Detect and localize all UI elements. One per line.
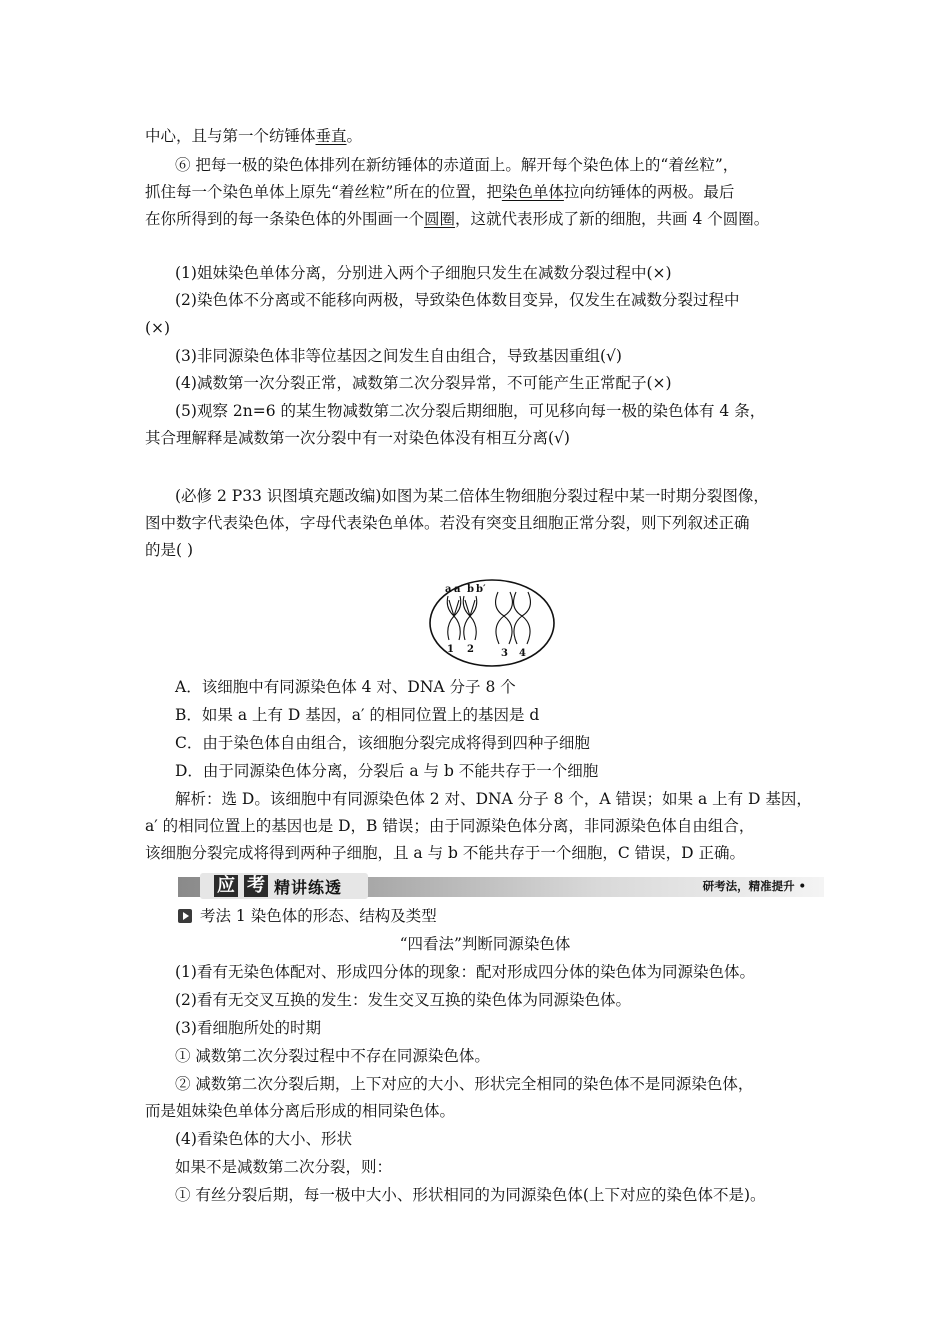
option-c: C．由于染色体自由组合，该细胞分裂完成将得到四种子细胞: [175, 734, 590, 752]
judgment-3: (3)非同源染色体非等位基因之间发生自由组合，导致基因重组(√): [175, 347, 622, 365]
question-line-1: (必修 2 P33 识图填充题改编)如图为某二倍体生物细胞分裂过程中某一时期分裂图像，: [175, 487, 769, 505]
intro-line-1: 中心，且与第一个纺锤体垂直。: [145, 127, 363, 145]
banner-title: [208, 874, 348, 898]
method-3b-end: 而是姐妹染色单体分离后形成的相同染色体。: [145, 1102, 456, 1120]
label-1: 1: [447, 644, 454, 655]
question-line-3: 的是( ): [145, 541, 194, 559]
banner-slogan: 研考法，精准提升 •: [702, 879, 806, 893]
question-line-2: 图中数字代表染色体，字母代表染色单体。若没有突变且细胞正常分裂，则下列叙述正确: [145, 514, 750, 532]
judgment-2: (2)染色体不分离或不能移向两极，导致染色体数目变异，仅发生在减数分裂过程中: [175, 291, 740, 309]
label-b: b: [467, 584, 474, 595]
method-2: (2)看有无交叉互换的发生：发生交叉互换的染色体为同源染色体。: [175, 991, 631, 1009]
judgment-4: (4)减数第一次分裂正常，减数第二次分裂异常，不可能产生正常配子(×): [175, 374, 672, 392]
chromosome-2: [463, 596, 477, 640]
chromosome-4: [514, 592, 531, 644]
intro-line-2: ⑥ 把每一极的染色体排列在新纺锤体的赤道面上。解开每个染色体上的“着丝粒”，: [175, 156, 739, 174]
analysis-line-1: 解析：选 D。该细胞中有同源染色体 2 对、DNA 分子 8 个，A 错误；如果 a 上有 D 基因，: [175, 790, 812, 808]
judgment-5: (5)观察 2n=6 的某生物减数第二次分裂后期细胞，可见移向每一极的染色体有 4 条，: [175, 402, 766, 420]
judgment-1: (1)姐妹染色单体分离，分别进入两个子细胞只发生在减数分裂过程中(×): [175, 264, 672, 282]
method-3: (3)看细胞所处的时期: [175, 1019, 321, 1037]
analysis-line-2: a′ 的相同位置上的基因也是 D，B 错误；由于同源染色体分离，非同源染色体自由组合，: [145, 817, 755, 835]
banner-title-char-1: 应: [214, 875, 238, 897]
chromosome-3: [496, 592, 513, 644]
method-4: (4)看染色体的大小、形状: [175, 1130, 352, 1148]
method-heading: 考法 1 染色体的形态、结构及类型: [200, 907, 437, 925]
label-2: 2: [467, 644, 474, 655]
option-b: B．如果 a 上有 D 基因，a′ 的相同位置上的基因是 d: [175, 706, 540, 724]
banner-title-char-2: 考: [244, 875, 268, 897]
method-subtitle: “四看法”判断同源染色体: [399, 935, 571, 953]
label-3: 3: [501, 648, 508, 659]
chromosome-1: [447, 596, 461, 640]
method-3b: ② 减数第二次分裂后期，上下对应的大小、形状完全相同的染色体不是同源染色体，: [175, 1075, 754, 1093]
analysis-line-3: 该细胞分裂完成将得到两种子细胞，且 a 与 b 不能共存于一个细胞，C 错误，D 正确。: [145, 844, 746, 862]
method-4b: ① 有丝分裂后期，每一极中大小、形状相同的为同源染色体(上下对应的染色体不是)。: [175, 1186, 766, 1204]
section-banner: [178, 873, 824, 899]
cell-division-figure: [428, 578, 556, 668]
label-a-prime: a′: [454, 584, 464, 595]
intro-line-4: 在你所得到的每一条染色体的外围画一个圆圈，这就代表形成了新的细胞，共画 4 个圆圈。: [145, 210, 770, 228]
judgment-2-end: (×): [145, 319, 171, 337]
option-d: D．由于同源染色体分离，分裂后 a 与 b 不能共存于一个细胞: [175, 762, 599, 780]
banner-title-rest: 精讲练透: [274, 877, 343, 897]
play-icon: [178, 909, 192, 923]
label-4: 4: [519, 648, 526, 659]
method-4a: 如果不是减数第二次分裂，则：: [175, 1158, 393, 1176]
method-3a: ① 减数第二次分裂过程中不存在同源染色体。: [175, 1047, 490, 1065]
option-a: A．该细胞中有同源染色体 4 对、DNA 分子 8 个: [175, 678, 516, 696]
method-1: (1)看有无染色体配对、形成四分体的现象：配对形成四分体的染色体为同源染色体。: [175, 963, 755, 981]
label-b-prime: b′: [476, 584, 486, 595]
intro-line-3: 抓住每一个染色单体上原先“着丝粒”所在的位置，把染色单体拉向纺锤体的两极。最后: [145, 183, 735, 201]
judgment-5-end: 其合理解释是减数第一次分裂中有一对染色体没有相互分离(√): [145, 429, 570, 447]
label-a: a: [445, 584, 452, 595]
